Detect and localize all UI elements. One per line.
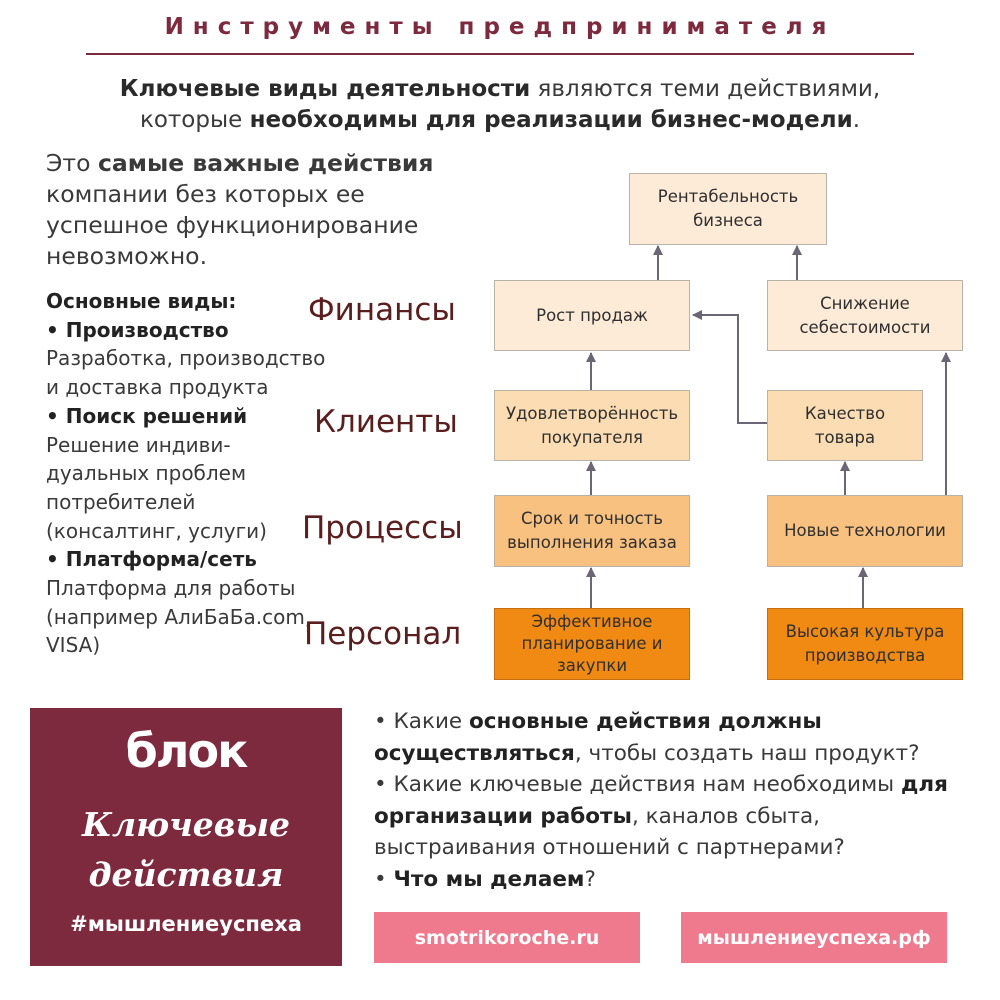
box-profitability-line2: бизнеса bbox=[693, 211, 763, 230]
category-finance: Финансы bbox=[308, 292, 456, 328]
box-new-technologies bbox=[767, 495, 963, 567]
question-text: • Какие ключевые действия нам необходимы bbox=[374, 772, 901, 797]
box-production-culture-line2: производства bbox=[804, 646, 926, 665]
question-item bbox=[374, 864, 974, 896]
type-item-desc: Разработка, производство и доставка продукта bbox=[46, 346, 326, 400]
type-item-title: • Поиск решений bbox=[46, 403, 248, 428]
box-planning-line1: Эффективное bbox=[531, 612, 653, 631]
box-planning bbox=[494, 608, 690, 680]
block-name bbox=[30, 800, 342, 900]
question-item bbox=[374, 769, 974, 864]
box-satisfaction-line1: Удовлетворённость bbox=[505, 403, 679, 423]
intro-text-1: являются теми действиями, bbox=[530, 76, 881, 102]
link-myshlenieuspekha[interactable]: мышлениеуспеха.рф bbox=[681, 912, 947, 963]
question-item bbox=[374, 706, 974, 769]
type-item-title: • Производство bbox=[46, 317, 229, 342]
page-title: Инструменты предпринимателя bbox=[164, 14, 836, 40]
box-cost-reduction-line1: Снижение bbox=[820, 293, 910, 313]
block-name-line1: Ключевые bbox=[81, 805, 291, 844]
question-bold: Что мы делаем bbox=[393, 866, 585, 892]
intro-bold-1: Ключевые виды деятельности bbox=[119, 76, 531, 102]
question-text: • Какие bbox=[374, 709, 469, 734]
category-processes: Процессы bbox=[302, 510, 463, 546]
box-production-culture-line1: Высокая культура bbox=[785, 622, 945, 641]
box-planning-line2: планирование и bbox=[521, 634, 663, 653]
block-name-line2: действия bbox=[88, 855, 284, 894]
question-text: , каналов сбыта, выстраивания отношений с партнерами? bbox=[374, 803, 845, 860]
arrow-quality-to-sales bbox=[693, 315, 767, 423]
intro-bold-2: необходимы для реализации бизнес-модели bbox=[249, 107, 853, 133]
box-product-quality-line1: Качество товара bbox=[804, 403, 886, 447]
types-heading: Основные виды: bbox=[46, 289, 237, 313]
box-satisfaction-line2: покупателя bbox=[541, 427, 643, 447]
box-product-quality bbox=[767, 390, 923, 461]
box-order-timing-line1: Срок и точность bbox=[520, 509, 663, 528]
type-item-desc: Платформа для работы (например АлиБаБа.com, VISA) bbox=[46, 576, 312, 658]
category-customers: Клиенты bbox=[314, 404, 458, 440]
question-bold: основные действия должны осуществляться bbox=[374, 709, 822, 766]
hashtag: #мышлениеуспеха bbox=[70, 912, 302, 936]
block-label: блок bbox=[125, 724, 247, 778]
box-production-culture bbox=[767, 608, 963, 680]
box-sales-growth-line1: Рост продаж bbox=[536, 305, 648, 325]
question-text: , чтобы создать наш продукт? bbox=[574, 740, 920, 766]
lead-bold: самые важные действия bbox=[97, 149, 434, 177]
lead-text-1: Это bbox=[46, 149, 98, 177]
box-order-timing-line2: выполнения заказа bbox=[507, 533, 677, 552]
question-text: ? bbox=[584, 866, 596, 892]
box-order-timing bbox=[494, 495, 690, 567]
category-personnel: Персонал bbox=[304, 616, 462, 652]
box-cost-reduction bbox=[767, 280, 963, 351]
questions-list bbox=[374, 706, 974, 895]
type-item-desc: Решение индиви-дуальных проблем потребителей (консалтинг, услуги) bbox=[46, 432, 267, 543]
type-item-title: • Платформа/сеть bbox=[46, 547, 257, 572]
lead-text-2: компании без которых ее успешное функционирование невозможно. bbox=[46, 180, 419, 270]
box-profitability bbox=[629, 173, 827, 245]
box-satisfaction bbox=[494, 390, 690, 461]
intro-text-3: . bbox=[852, 107, 861, 133]
box-sales-growth bbox=[494, 280, 690, 351]
box-planning-line3: закупки bbox=[556, 656, 628, 675]
link-smotrikoroche[interactable]: smotrikoroche.ru bbox=[374, 912, 640, 963]
box-profitability-line1: Рентабельность bbox=[657, 187, 799, 206]
intro-text-2: которые bbox=[139, 107, 250, 133]
box-cost-reduction-line2: себестоимости bbox=[799, 317, 931, 337]
question-bold: для организации работы bbox=[374, 772, 948, 829]
question-text: • bbox=[374, 866, 394, 892]
box-new-technologies-line1: Новые технологии bbox=[784, 521, 946, 540]
